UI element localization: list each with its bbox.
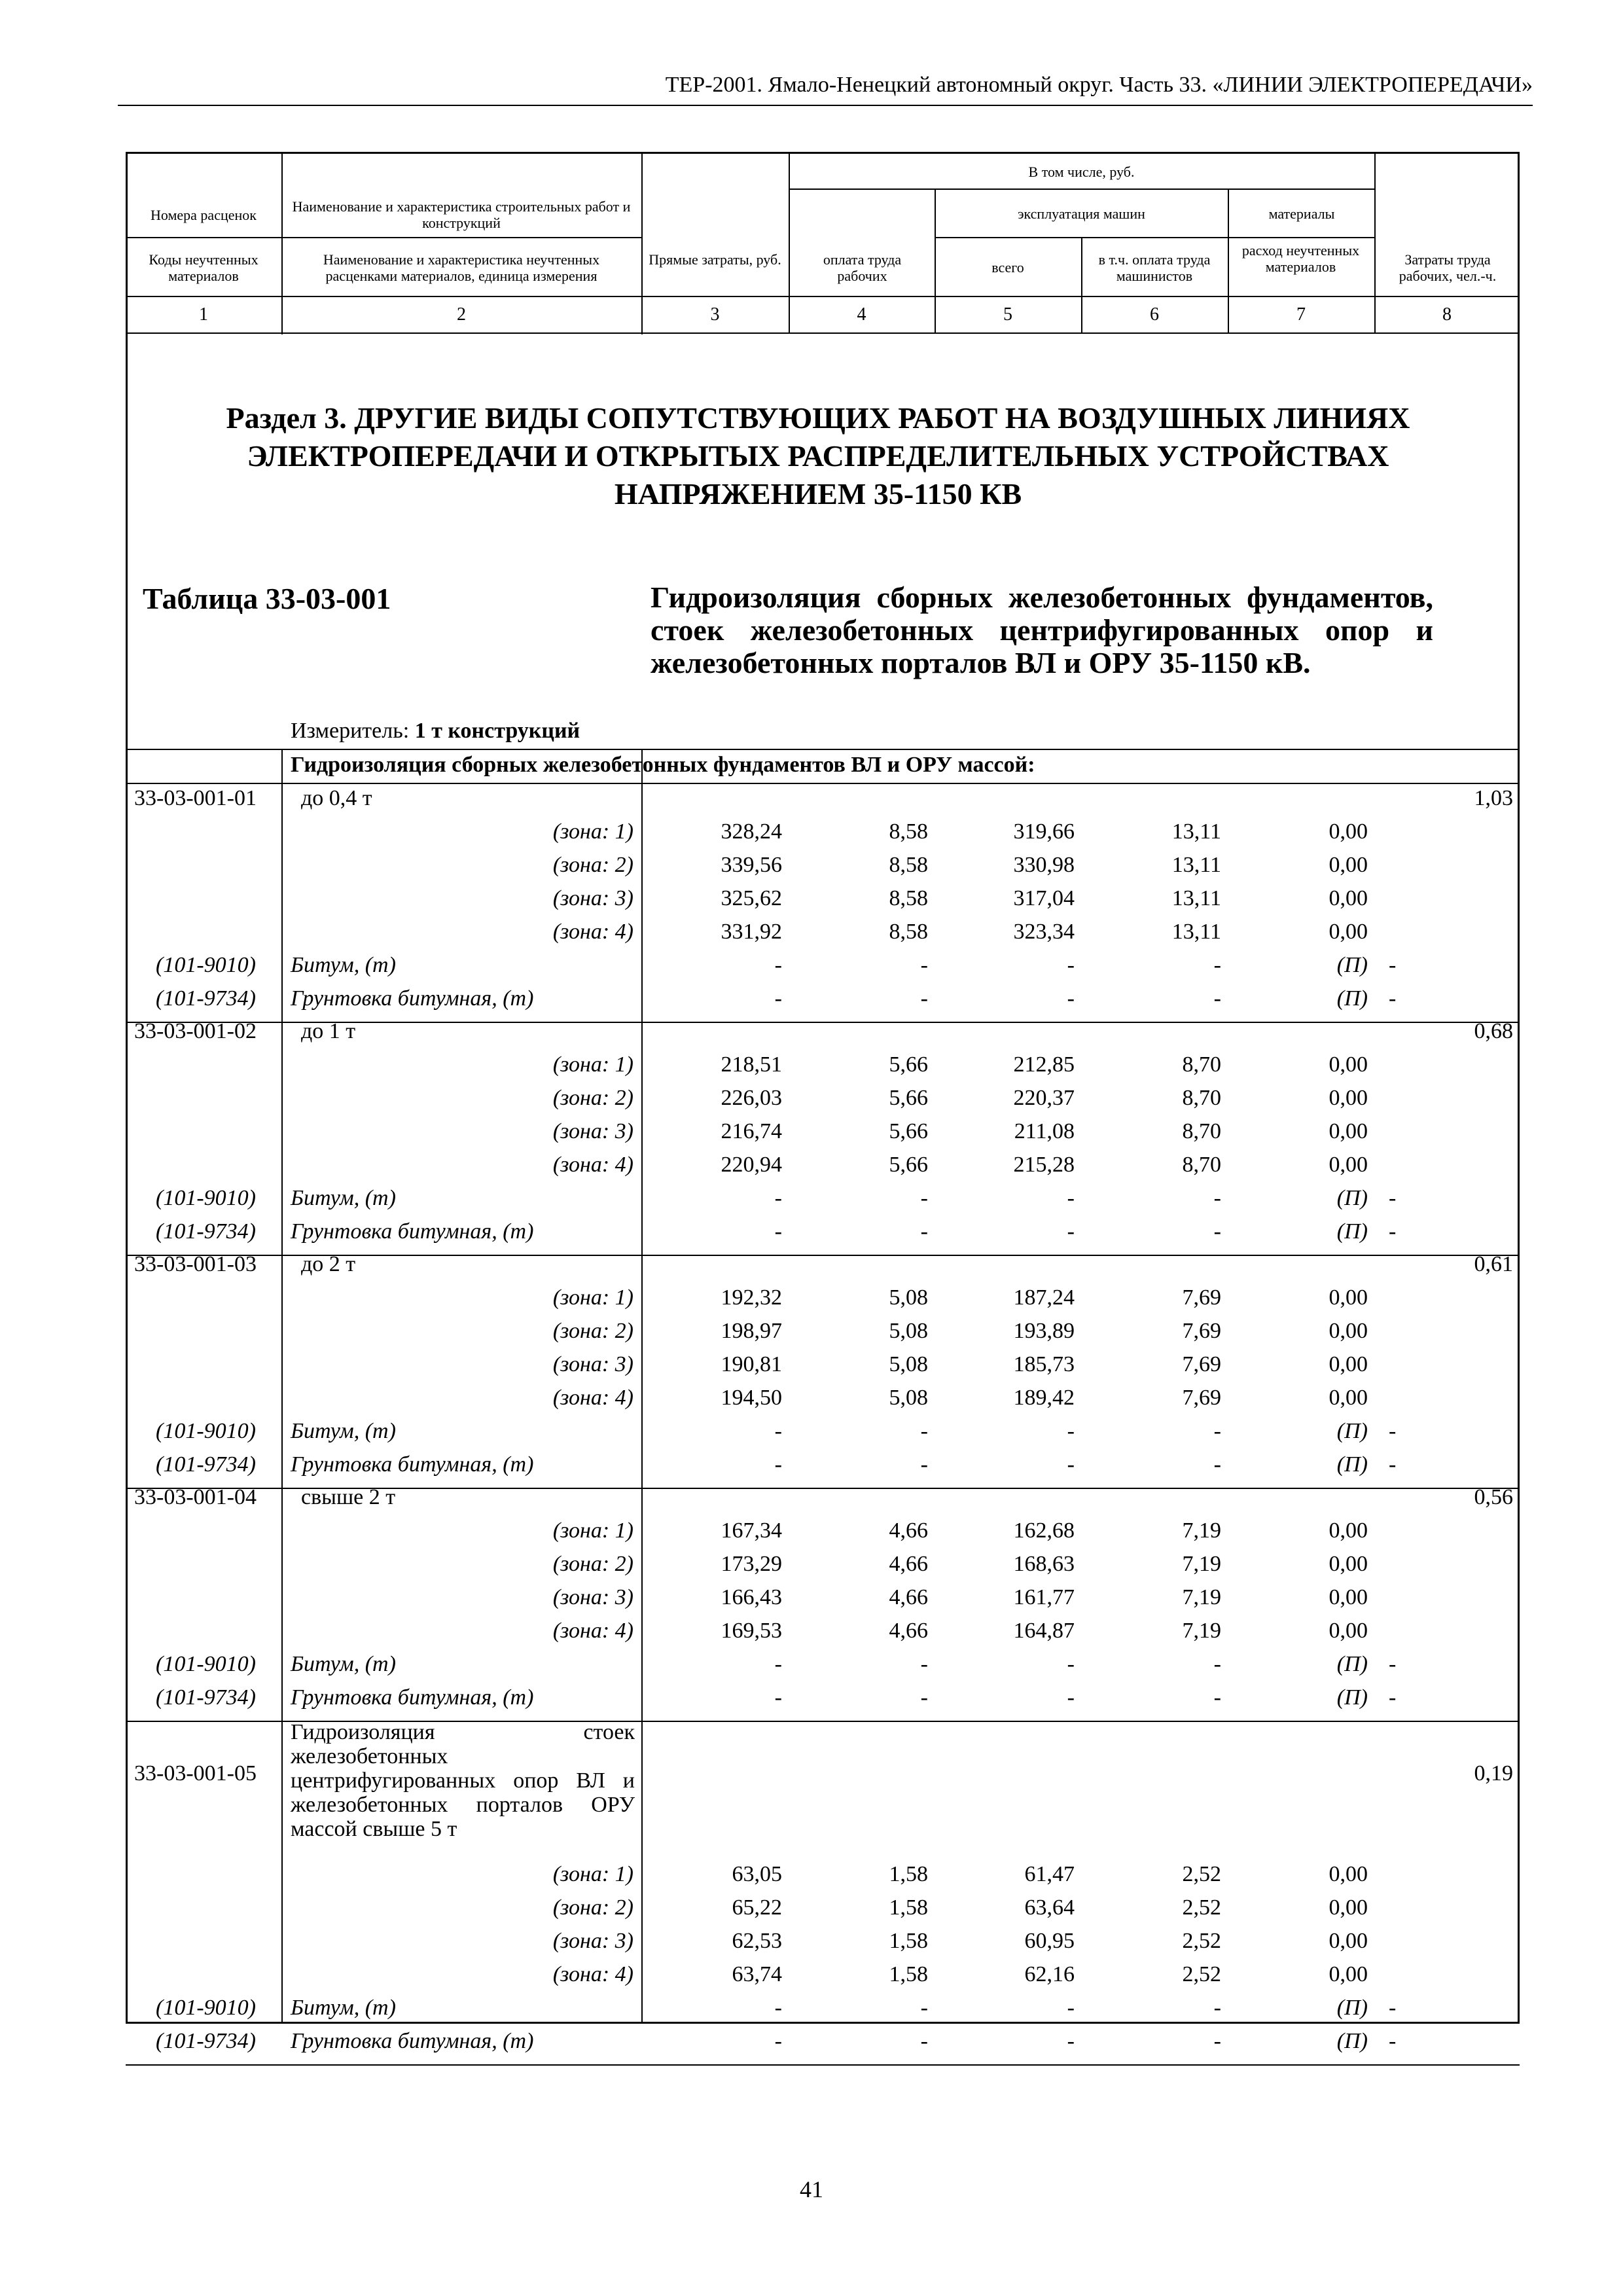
cell-value: 162,68 xyxy=(1013,1518,1075,1543)
rate-name: до 0,4 т xyxy=(301,786,372,810)
cell-value: 2,52 xyxy=(1182,1895,1221,1920)
cell-value: 60,95 xyxy=(1024,1929,1075,1953)
hdr-line-bottom xyxy=(126,296,1520,297)
cell-value: 0,00 xyxy=(1329,1052,1368,1077)
dash-cell: - xyxy=(1213,953,1221,977)
hdr-col4: оплата труда рабочих xyxy=(823,251,902,284)
rate-code: 33-03-001-03 xyxy=(134,1252,257,1276)
cell-value: 1,58 xyxy=(889,1895,928,1920)
hdr-col8: Затраты труда рабочих, чел.-ч. xyxy=(1399,251,1497,284)
dash-cell: - xyxy=(774,1452,782,1477)
dash-cell: - xyxy=(1213,1219,1221,1244)
title-area xyxy=(128,334,1518,749)
hdr-incl: В том числе, руб. xyxy=(1028,164,1135,180)
cell-value: 1,58 xyxy=(889,1962,928,1986)
rate-code: 33-03-001-05 xyxy=(134,1761,257,1785)
cell-value: 8,70 xyxy=(1182,1153,1221,1177)
dash-cell: - xyxy=(1213,1419,1221,1443)
hdr-line-sub xyxy=(935,237,1374,238)
hdr-line-mid xyxy=(126,237,641,238)
cell-value: 220,94 xyxy=(721,1153,782,1177)
material-name: Битум, (т) xyxy=(291,1652,396,1676)
cell-value: 331,92 xyxy=(721,920,782,944)
p-mark: (П) xyxy=(1336,1652,1368,1676)
labor-cost: 0,56 xyxy=(1474,1485,1513,1509)
cell-value: 0,00 xyxy=(1329,1518,1368,1543)
cell-value: 62,16 xyxy=(1024,1962,1075,1986)
material-code: (101-9734) xyxy=(156,1219,256,1244)
cell-value: 65,22 xyxy=(732,1895,782,1920)
dash-cell: - xyxy=(1213,2029,1221,2053)
cell-value: 7,69 xyxy=(1182,1352,1221,1376)
zone-label: (зона: 3) xyxy=(552,1585,633,1609)
rate-code: 33-03-001-02 xyxy=(134,1019,257,1043)
cell-value: 4,66 xyxy=(889,1619,928,1643)
cell-value: 8,58 xyxy=(889,853,928,877)
material-name: Грунтовка битумная, (т) xyxy=(291,2029,534,2053)
dash-cell: - xyxy=(774,953,782,977)
cell-value: 63,05 xyxy=(732,1862,782,1886)
cell-value: 7,69 xyxy=(1182,1386,1221,1410)
cell-value: 0,00 xyxy=(1329,1086,1368,1110)
p-mark: (П) xyxy=(1336,2029,1368,2053)
hdr-col2-top: Наименование и характеристика строительных работ и конструкций xyxy=(292,198,631,231)
dash-cell: - xyxy=(920,1996,928,2020)
material-name: Битум, (т) xyxy=(291,1996,396,2020)
cell-value: 0,00 xyxy=(1329,1386,1368,1410)
material-code: (101-9010) xyxy=(156,1186,256,1210)
cell-value: 8,58 xyxy=(889,886,928,910)
dash-cell: - xyxy=(774,1186,782,1210)
zone-label: (зона: 4) xyxy=(552,1619,633,1643)
cell-value: 8,58 xyxy=(889,819,928,844)
cell-value: 7,19 xyxy=(1182,1552,1221,1576)
zone-label: (зона: 3) xyxy=(552,1929,633,1953)
cell-value: 5,66 xyxy=(889,1153,928,1177)
material-code: (101-9734) xyxy=(156,1452,256,1477)
cell-value: 226,03 xyxy=(721,1086,782,1110)
cell-value: 194,50 xyxy=(721,1386,782,1410)
hdr-machines: эксплуатация машин xyxy=(1018,206,1145,222)
dash-cell: - xyxy=(1067,1652,1075,1676)
dash-cell: - xyxy=(1213,986,1221,1011)
p-mark: (П) xyxy=(1336,1452,1368,1477)
cell-value: 1,58 xyxy=(889,1862,928,1886)
cell-value: 168,63 xyxy=(1013,1552,1075,1576)
dash-cell: - xyxy=(920,1419,928,1443)
dash-cell: - xyxy=(1067,1186,1075,1210)
dash-cell: - xyxy=(774,1685,782,1710)
rate-name: до 1 т xyxy=(301,1019,356,1043)
labor-cost: 1,03 xyxy=(1474,786,1513,810)
zone-label: (зона: 3) xyxy=(552,886,633,910)
material-name: Грунтовка битумная, (т) xyxy=(291,986,534,1011)
zone-label: (зона: 1) xyxy=(552,1518,633,1543)
zone-label: (зона: 2) xyxy=(552,1552,633,1576)
cell-value: 0,00 xyxy=(1329,853,1368,877)
p-mark: (П) xyxy=(1336,953,1368,977)
cell-value: 61,47 xyxy=(1024,1862,1075,1886)
cell-value: 0,00 xyxy=(1329,1862,1368,1886)
cell-value: 187,24 xyxy=(1013,1285,1075,1310)
cell-value: 13,11 xyxy=(1171,853,1221,877)
cell-value: 169,53 xyxy=(721,1619,782,1643)
p-mark: (П) xyxy=(1336,1186,1368,1210)
dash-cell: - xyxy=(1213,1186,1221,1210)
material-name: Битум, (т) xyxy=(291,953,396,977)
cell-value: 328,24 xyxy=(721,819,782,844)
rate-code: 33-03-001-01 xyxy=(134,786,257,810)
cell-value: 215,28 xyxy=(1013,1153,1075,1177)
header-rule xyxy=(118,105,1533,106)
dash-cell: - xyxy=(774,1219,782,1244)
cell-value: 2,52 xyxy=(1182,1862,1221,1886)
material-name: Грунтовка битумная, (т) xyxy=(291,1219,534,1244)
cell-value: 4,66 xyxy=(889,1585,928,1609)
dash-cell: - xyxy=(1389,986,1397,1011)
cell-value: 173,29 xyxy=(721,1552,782,1576)
p-mark: (П) xyxy=(1336,1996,1368,2020)
rate-name: свыше 2 т xyxy=(301,1485,396,1509)
cell-value: 5,08 xyxy=(889,1285,928,1310)
hdr-col1-top: Номера расценок xyxy=(151,207,257,223)
cell-value: 164,87 xyxy=(1013,1619,1075,1643)
dash-cell: - xyxy=(1213,1452,1221,1477)
cell-value: 317,04 xyxy=(1013,886,1075,910)
dash-cell: - xyxy=(1389,1419,1397,1443)
dash-cell: - xyxy=(1389,1652,1397,1676)
group-heading: Гидроизоляция сборных железобетонных фундаментов ВЛ и ОРУ массой: xyxy=(291,753,1035,777)
cell-value: 0,00 xyxy=(1329,920,1368,944)
cell-value: 63,74 xyxy=(732,1962,782,1986)
zone-label: (зона: 3) xyxy=(552,1119,633,1143)
cell-value: 5,66 xyxy=(889,1086,928,1110)
dash-cell: - xyxy=(1067,1419,1075,1443)
cell-value: 193,89 xyxy=(1013,1319,1075,1343)
zone-label: (зона: 4) xyxy=(552,1386,633,1410)
dash-cell: - xyxy=(774,1652,782,1676)
dash-cell: - xyxy=(920,2029,928,2053)
group-top-rule xyxy=(126,749,1520,750)
dash-cell: - xyxy=(920,953,928,977)
running-head: ТЕР-2001. Ямало-Ненецкий автономный округ. Часть 33. «ЛИНИИ ЭЛЕКТРОПЕРЕДАЧИ» xyxy=(665,73,1533,97)
cell-value: 218,51 xyxy=(721,1052,782,1077)
labor-cost: 0,19 xyxy=(1474,1761,1513,1785)
cell-value: 13,11 xyxy=(1171,819,1221,844)
cell-value: 190,81 xyxy=(721,1352,782,1376)
hdr-line-incl xyxy=(789,188,1374,190)
dash-cell: - xyxy=(1389,1219,1397,1244)
cell-value: 7,69 xyxy=(1182,1285,1221,1310)
zone-label: (зона: 2) xyxy=(552,853,633,877)
material-code: (101-9734) xyxy=(156,986,256,1011)
material-name: Грунтовка битумная, (т) xyxy=(291,1685,534,1710)
material-code: (101-9010) xyxy=(156,1996,256,2020)
dash-cell: - xyxy=(1389,1186,1397,1210)
dash-cell: - xyxy=(1389,1996,1397,2020)
dash-cell: - xyxy=(1067,986,1075,1011)
cell-value: 0,00 xyxy=(1329,1153,1368,1177)
dash-cell: - xyxy=(1213,1996,1221,2020)
cell-value: 7,19 xyxy=(1182,1518,1221,1543)
cell-value: 212,85 xyxy=(1013,1052,1075,1077)
col-num-4: 4 xyxy=(857,304,866,325)
material-code: (101-9010) xyxy=(156,1652,256,1676)
cell-value: 0,00 xyxy=(1329,1119,1368,1143)
dash-cell: - xyxy=(1213,1652,1221,1676)
dash-cell: - xyxy=(920,1685,928,1710)
dash-cell: - xyxy=(920,1186,928,1210)
p-mark: (П) xyxy=(1336,1685,1368,1710)
col-num-3: 3 xyxy=(710,304,720,325)
cell-value: 5,08 xyxy=(889,1386,928,1410)
zone-label: (зона: 4) xyxy=(552,1153,633,1177)
cell-value: 192,32 xyxy=(721,1285,782,1310)
cell-value: 0,00 xyxy=(1329,1585,1368,1609)
cell-value: 8,70 xyxy=(1182,1052,1221,1077)
hdr-col3: Прямые затраты, руб. xyxy=(649,251,781,268)
cell-value: 167,34 xyxy=(721,1518,782,1543)
zone-label: (зона: 1) xyxy=(552,1285,633,1310)
dash-cell: - xyxy=(1067,1996,1075,2020)
hdr-col6: в т.ч. оплата труда машинистов xyxy=(1098,251,1211,284)
cell-value: 216,74 xyxy=(721,1119,782,1143)
cell-value: 0,00 xyxy=(1329,1929,1368,1953)
dash-cell: - xyxy=(774,986,782,1011)
col-num-1: 1 xyxy=(199,304,208,325)
zone-label: (зона: 3) xyxy=(552,1352,633,1376)
p-mark: (П) xyxy=(1336,1219,1368,1244)
group-bottom-rule xyxy=(126,783,1520,784)
cell-value: 189,42 xyxy=(1013,1386,1075,1410)
cell-value: 7,69 xyxy=(1182,1319,1221,1343)
cell-value: 0,00 xyxy=(1329,1962,1368,1986)
cell-value: 0,00 xyxy=(1329,1895,1368,1920)
material-code: (101-9010) xyxy=(156,953,256,977)
dash-cell: - xyxy=(1067,1219,1075,1244)
col-num-5: 5 xyxy=(1003,304,1012,325)
dash-cell: - xyxy=(1389,1452,1397,1477)
cell-value: 4,66 xyxy=(889,1518,928,1543)
dash-cell: - xyxy=(1067,2029,1075,2053)
cell-value: 5,66 xyxy=(889,1052,928,1077)
meter-line xyxy=(291,719,580,744)
cell-value: 198,97 xyxy=(721,1319,782,1343)
cell-value: 8,58 xyxy=(889,920,928,944)
cell-value: 220,37 xyxy=(1013,1086,1075,1110)
cell-value: 5,66 xyxy=(889,1119,928,1143)
cell-value: 13,11 xyxy=(1171,886,1221,910)
material-code: (101-9734) xyxy=(156,2029,256,2053)
col-num-7: 7 xyxy=(1296,304,1306,325)
labor-cost: 0,68 xyxy=(1474,1019,1513,1043)
cell-value: 319,66 xyxy=(1013,819,1075,844)
dash-cell: - xyxy=(1067,1452,1075,1477)
dash-cell: - xyxy=(920,986,928,1011)
cell-value: 339,56 xyxy=(721,853,782,877)
labor-cost: 0,61 xyxy=(1474,1252,1513,1276)
dash-cell: - xyxy=(1067,953,1075,977)
p-mark: (П) xyxy=(1336,1419,1368,1443)
dash-cell: - xyxy=(1213,1685,1221,1710)
hdr-col1-bottom: Коды неучтенных материалов xyxy=(149,251,259,284)
table-description: Гидроизоляция сборных железобетонных фундаментов, стоек железобетонных центрифугированных опор и железобетонных порталов ВЛ и ОРУ 35-1150 кВ. xyxy=(651,581,1433,679)
dash-cell: - xyxy=(920,1452,928,1477)
zone-label: (зона: 4) xyxy=(552,1962,633,1986)
cell-value: 4,66 xyxy=(889,1552,928,1576)
dash-cell: - xyxy=(920,1219,928,1244)
cell-value: 166,43 xyxy=(721,1585,782,1609)
dash-cell: - xyxy=(774,2029,782,2053)
dash-cell: - xyxy=(774,1419,782,1443)
cell-value: 0,00 xyxy=(1329,1352,1368,1376)
cell-value: 0,00 xyxy=(1329,1619,1368,1643)
cell-value: 211,08 xyxy=(1014,1119,1075,1143)
cell-value: 8,70 xyxy=(1182,1119,1221,1143)
table-number: Таблица 33-03-001 xyxy=(143,582,391,615)
hdr-materials: материалы xyxy=(1268,206,1335,222)
section-title: Раздел 3. ДРУГИЕ ВИДЫ СОПУТСТВУЮЩИХ РАБОТ НА ВОЗДУШНЫХ ЛИНИЯХ ЭЛЕКТРОПЕРЕДАЧИ И ОТКРЫТЫХ РАСПРЕДЕЛИТЕЛЬНЫХ УСТРОЙСТВАХ НАПРЯЖЕНИЕМ 35-1150 КВ xyxy=(226,401,1410,511)
material-name: Битум, (т) xyxy=(291,1186,396,1210)
cell-value: 2,52 xyxy=(1182,1929,1221,1953)
col-num-2: 2 xyxy=(457,304,466,325)
cell-value: 8,70 xyxy=(1182,1086,1221,1110)
hdr-col5: всего xyxy=(991,259,1024,276)
col-num-6: 6 xyxy=(1150,304,1159,325)
page-number: 41 xyxy=(800,2176,823,2202)
cell-value: 2,52 xyxy=(1182,1962,1221,1986)
material-code: (101-9734) xyxy=(156,1685,256,1710)
zone-label: (зона: 4) xyxy=(552,920,633,944)
cell-value: 161,77 xyxy=(1013,1585,1075,1609)
hdr-line-nums xyxy=(126,332,1520,334)
hdr-col7: расход неучтенных материалов xyxy=(1241,242,1360,275)
cell-value: 0,00 xyxy=(1329,819,1368,844)
p-mark: (П) xyxy=(1336,986,1368,1011)
cell-value: 325,62 xyxy=(721,886,782,910)
dash-cell: - xyxy=(1389,1685,1397,1710)
dash-cell: - xyxy=(1389,953,1397,977)
dash-cell: - xyxy=(920,1652,928,1676)
material-name: Грунтовка битумная, (т) xyxy=(291,1452,534,1477)
zone-label: (зона: 1) xyxy=(552,1862,633,1886)
zone-label: (зона: 1) xyxy=(552,819,633,844)
rate-name: до 2 т xyxy=(301,1252,356,1276)
cell-value: 323,34 xyxy=(1013,920,1075,944)
cell-value: 0,00 xyxy=(1329,1285,1368,1310)
meter-label: Измеритель: xyxy=(291,719,410,743)
dash-cell: - xyxy=(1067,1685,1075,1710)
cell-value: 7,19 xyxy=(1182,1619,1221,1643)
cell-value: 330,98 xyxy=(1013,853,1075,877)
cell-value: 62,53 xyxy=(732,1929,782,1953)
cell-value: 1,58 xyxy=(889,1929,928,1953)
zone-label: (зона: 2) xyxy=(552,1086,633,1110)
zone-label: (зона: 2) xyxy=(552,1319,633,1343)
cell-value: 63,64 xyxy=(1024,1895,1075,1920)
cell-value: 5,08 xyxy=(889,1352,928,1376)
cell-value: 13,11 xyxy=(1171,920,1221,944)
meter-value: 1 т конструкций xyxy=(414,719,580,743)
rate-separator xyxy=(126,2064,1520,2066)
dash-cell: - xyxy=(774,1996,782,2020)
zone-label: (зона: 1) xyxy=(552,1052,633,1077)
zone-label: (зона: 2) xyxy=(552,1895,633,1920)
rate-name-5: Гидроизоляция стоек железобетонных центрифугированных опор ВЛ и железобетонных порталов ОРУ массой свыше 5 т xyxy=(291,1720,635,1841)
dash-cell: - xyxy=(1389,2029,1397,2053)
cell-value: 0,00 xyxy=(1329,886,1368,910)
cell-value: 185,73 xyxy=(1013,1352,1075,1376)
cell-value: 0,00 xyxy=(1329,1552,1368,1576)
cell-value: 5,08 xyxy=(889,1319,928,1343)
hdr-col2-bottom: Наименование и характеристика неучтенных расценками материалов, единица измерения xyxy=(323,251,600,284)
material-code: (101-9010) xyxy=(156,1419,256,1443)
col-num-8: 8 xyxy=(1442,304,1452,325)
cell-value: 0,00 xyxy=(1329,1319,1368,1343)
cell-value: 7,19 xyxy=(1182,1585,1221,1609)
material-name: Битум, (т) xyxy=(291,1419,396,1443)
rate-code: 33-03-001-04 xyxy=(134,1485,257,1509)
